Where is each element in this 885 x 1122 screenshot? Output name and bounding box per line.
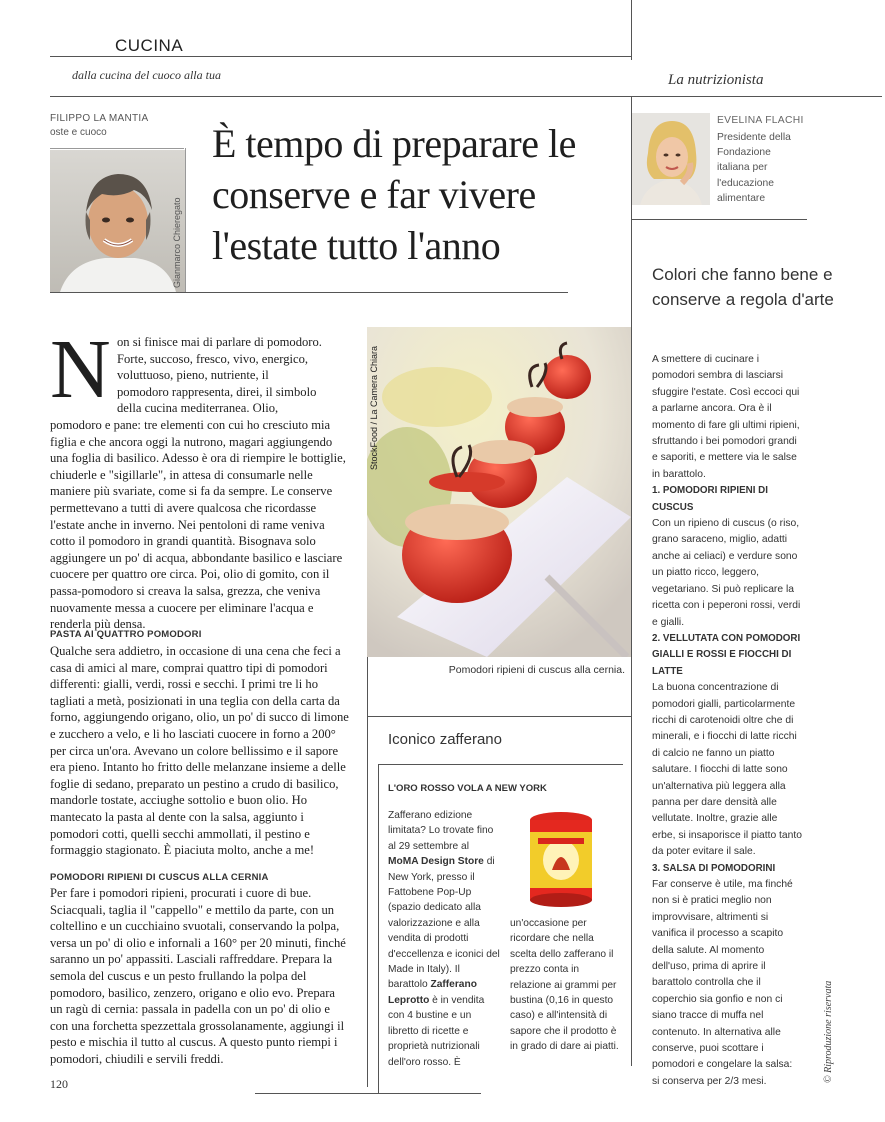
box-text: è in vendita con 4 bustine e un libretto di ricette e proprietà nutrizionali dell'oro rosso. È <box>388 994 485 1068</box>
box-bottom-rule <box>255 1093 481 1094</box>
intro-line: della cucina mediterranea. Olio, <box>117 401 279 416</box>
food-photo <box>367 327 631 657</box>
box-column-1 <box>388 808 500 1070</box>
box-title-rule <box>378 764 623 765</box>
saffron-tin-image <box>520 808 602 908</box>
author-name: FILIPPO LA MANTIA <box>50 113 149 124</box>
section-heading: PASTA AI QUATTRO POMODORI <box>50 629 202 640</box>
box-subtitle: L'ORO ROSSO VOLA A NEW YORK <box>388 783 547 794</box>
nutrition-body <box>652 352 802 1090</box>
role-line: italiana per <box>717 162 768 174</box>
nutritionist-name: EVELINA FLACHI <box>717 115 804 126</box>
header-rule <box>50 56 632 57</box>
headline: È tempo di preparare le conserve e far vivere l'estate tutto l'anno <box>212 121 576 268</box>
role-line: l'educazione <box>717 177 774 189</box>
nutrition-subhead: 2. VELLUTATA CON POMODORI GIALLI E ROSSI E FIOCCHI DI LATTE <box>652 632 801 677</box>
section-heading: POMODORI RIPIENI DI CUSCUS ALLA CERNIA <box>50 872 269 883</box>
box-top-rule <box>367 716 631 717</box>
photo-credit: StockFood / La Camera Chiara <box>369 345 379 470</box>
box-left-rule <box>378 764 379 1094</box>
article-intro-lines <box>117 334 357 417</box>
intro-line: voluttuoso, pieno, nutriente, il <box>117 368 269 383</box>
page-number: 120 <box>50 1077 68 1091</box>
box-title: Iconico zafferano <box>388 731 502 748</box>
intro-line: pomodoro rappresenta, direi, il simbolo <box>117 384 317 399</box>
drop-cap: N <box>50 323 111 416</box>
section-label: CUCINA <box>115 36 184 55</box>
column-divider-top <box>631 0 632 60</box>
nutrition-intro: A smettere di cucinare i pomodori sembra di lasciarsi sfuggire l'estate. Così eccoci qui a parlarne ancora. Ora è il momento di fare gli ultimi ripieni, sfruttando i bei pomodori grandi e saporiti, e mettere via le salse in barattolo. <box>652 354 800 480</box>
nutritionist-rule <box>632 219 807 220</box>
role-line: Fondazione <box>717 147 771 159</box>
tagline: dalla cucina del cuoco alla tua <box>72 68 221 82</box>
author-role: oste e cuoco <box>50 127 107 138</box>
role-line: Presidente della <box>717 132 791 143</box>
nutritionist-portrait <box>632 113 710 205</box>
author-rule <box>50 148 184 149</box>
nutritionist-role <box>717 130 791 206</box>
box-text: Zafferano edizione limitata? Lo trovate fino al 29 settembre al <box>388 810 494 852</box>
article-section-text: Per fare i pomodori ripieni, procurati i cuore di bue. Sciacquali, taglia il "cappello" e mettilo da parte, con un coltellino e un cucchiaino svuotali, conservando la polpa, versa un po' di olio e infornali a 160° per 20 minuti, finché saranno un po' appassiti. Lasciali raffreddare. Prepara la semola del cuscus e un pesto frullando la polpa del pomodoro, basilico, zenzero, origano e olio evo. Prepara un ragù di cernia: passala in padella con un po' di olio e con una forchetta spezzettala grossolanamente, aggiungi il pesto e mischia il tutto al cuscus. A questo punto riempi i pomodori, chiudili e servili freddi. <box>50 886 346 1066</box>
author-portrait <box>50 150 185 292</box>
photo-caption: Pomodori ripieni di cuscus alla cernia. <box>448 664 625 676</box>
intro-line: on si finisce mai di parlare di pomodoro. <box>117 335 322 349</box>
product-name: Zafferano Leprotto <box>388 979 477 1006</box>
author-photo-rule <box>185 148 186 292</box>
nutrition-subhead: 3. SALSA DI POMODORINI <box>652 862 776 874</box>
nutrition-text: Far conserve è utile, ma finché non si è pratici meglio non improvvisare, altrimenti si vanifica il processo a scapito della salute. Al momento dell'uso, prima di aprire il barattolo controlla che il coperchio sia gonfio e non ci siano tracce di muffa nel contenuto. In alternativa alle conserve, puoi scottare i pomodori e congelare la salsa: si conserva per 2/3 mesi. <box>652 879 793 1087</box>
nutrition-subhead: 1. POMODORI RIPIENI DI CUSCUS <box>652 485 768 513</box>
nutrition-text: Con un ripieno di cuscus (o riso, grano saraceno, miglio, adatti anche ai celiaci) e verdure sono un piatto ricco, leggero, vegetariano. Si può replicare la ricetta con i peperoni rossi, verdi e gialli. <box>652 518 801 628</box>
article-section-text: Qualche sera addietro, in occasione di una cena che feci a casa di amici al mare, comprai quattro tipi di pomodori differenti: gialli, verdi, rossi e secchi. I primi tre li ho tagliati a metà, posizionati in una teglia con della carta da forno, aggiungendo origano, olio, un po' di succo di limone e zucchero a velo, e li ho lasciati cuocere in forno a 200° per circa un'ora. Avevano un colore bellissimo e il sapore era pieno. Intanto ho fritto delle melanzane insieme a delle foglie di sedano, preparato un pestino a crudo di basilico, mandorle tostate, acciughe sottolio e buon olio. Ho mantecato la pasta al dente con la salsa, aggiunto i pomodori cotti, quelli secchi ammollati, il pestino e formaggio stagionato. È piaciuta molto, anche a me! <box>50 644 349 858</box>
header-rule-lower <box>50 96 882 97</box>
nutritionist-label: La nutrizionista <box>668 72 764 88</box>
store-name: MoMA Design Store <box>388 856 484 868</box>
box-text: di New York, presso il Fattobene Pop-Up (spazio dedicato alla valorizzazione e alla vendita di prodotti d'eccellenza e iconici del Made in Italy). Il barattolo <box>388 856 500 991</box>
article-intro-text: pomodoro e pane: tre elementi con cui ho cresciuto mia figlia e che ancora oggi la nutrono, magari aggiungendo una foglia di basilico. Adesso è ora di riempire le bottiglie, chiuderle e "sigillarle", in attesa di consumarle nelle maniere più svariate, come si fa da sempre. Le conserve permettevano a tutti di avere qualcosa che ricordasse l'estate anche in inverno. Nei pentoloni di rame veniva cotto il pomodoro in grandi quantità. Bisognava solo aggiungere un po' di acqua, abbondante basilico e lasciare cuocere per quattro ore circa. Poi, olio di gomito, con il passa-pomodoro si creava la salsa, grezza, che veniva nuovamente messa a cuocere per eliminare l'acqua e renderla più densa. <box>50 418 346 632</box>
intro-line: Forte, succoso, fresco, vivo, energico, <box>117 351 309 366</box>
nutrition-heading: Colori che fanno bene e conserve a regola d'arte <box>652 265 834 309</box>
role-line: alimentare <box>717 192 766 204</box>
nutrition-text: La buona concentrazione di pomodori gialli, particolarmente ricchi di carotenoidi oltre che di minerali, e i fiocchi di latte ricchi di calcio ne fanno un piatto salutare. I fiocchi di latte sono un'alternativa più leggera alla panna per dare densità alle vellutate. Inoltre, grazie alle erbe, si insaporisce il piatto tanto da poter evitare il sale. <box>652 682 802 858</box>
headline-rule <box>50 292 568 293</box>
box-column-2: un'occasione per ricordare che nella scelta dello zafferano il prezzo conta in relazione ai grammi per bustina (0,16 in questo caso) e all'intensità di sapore che il prodotto è in grado di dare ai piatti. <box>510 918 619 1053</box>
author-photo-credit: Gianmarco Chieregato <box>172 197 182 288</box>
copyright-notice: © Riproduzione riservata <box>823 980 834 1083</box>
